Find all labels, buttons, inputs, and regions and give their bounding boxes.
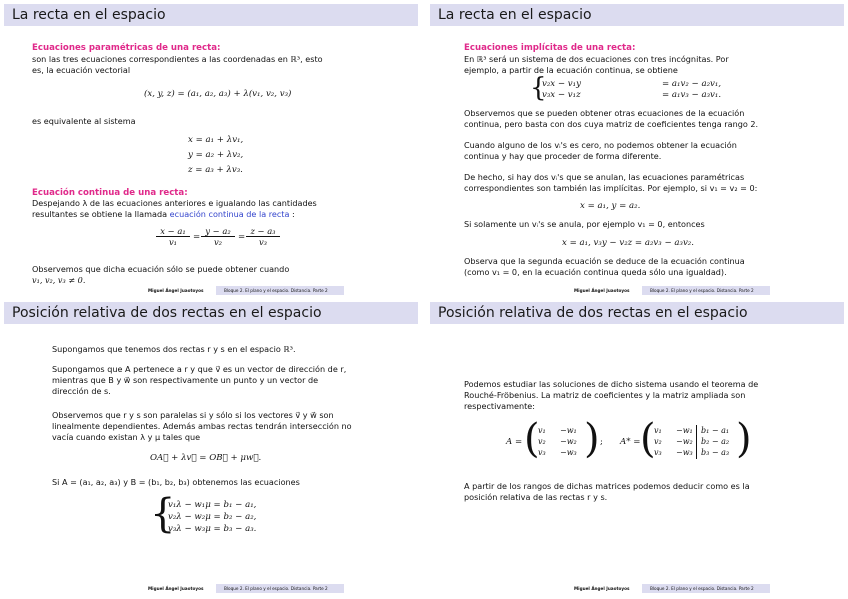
text: linealmente dependientes. Además ambas rectas tendrán intersección no [52, 421, 352, 431]
footer [430, 584, 844, 593]
text: Si solamente un vᵢ's se anula, por ejemplo v₁ = 0, entonces [464, 219, 705, 229]
text: Cuando alguno de los vᵢ's es cero, no podemos obtener la ecuación [464, 140, 737, 150]
system-line: v₂λ − w₂μ = b₂ − a₂, [168, 512, 257, 522]
system-line: = a₁v₂ − a₂v₁, [662, 79, 722, 89]
text: v₁, v₂, v₃ ≠ 0. [32, 275, 86, 285]
matrix-Astar-col2: −w₁ −w₂ −w₃ [676, 426, 693, 457]
equation: x = a₁, y = a₂. [580, 201, 641, 211]
vector-equation: (x, y, z) = (a₁, a₂, a₃) + λ(v₁, v₂, v₃) [144, 89, 292, 99]
fraction: $\frac{\text{y − a₂}}{\text{v₂}}$ [201, 226, 235, 247]
text: Podemos estudiar las soluciones de dicho sistema usando el teorema de [464, 379, 759, 389]
text: dirección de s. [52, 386, 111, 396]
text: Despejando λ de las ecuaciones anteriores e igualando las cantidades [32, 198, 317, 208]
text: Observemos que dicha ecuación sólo se puede obtener cuando [32, 264, 290, 274]
system-line: z = a₃ + λv₃. [188, 165, 243, 175]
footer-author: Miguel Ángel Juaotoyos [148, 288, 204, 293]
paren: ( [640, 416, 656, 462]
footer-author: Miguel Ángel Juaotoyos [148, 586, 204, 591]
system-line: v₁λ − w₁μ = b₁ − a₁, [168, 500, 257, 510]
paren: ) [584, 416, 600, 462]
matrix-A-col2: −w₁ −w₂ −w₃ [560, 426, 577, 457]
footer [4, 584, 418, 593]
slide-relative-position-2 [430, 302, 844, 593]
heading-parametric: Ecuaciones paramétricas de una recta: [32, 43, 221, 53]
equals: = [238, 232, 246, 242]
matrix-Astar-col1: v₁ v₂ v₃ [654, 426, 662, 457]
footer [4, 286, 418, 295]
text: De hecho, si hay dos vᵢ's que se anulan, las ecuaciones paramétricas [464, 172, 745, 182]
link-continuous-equation[interactable]: ecuación continua de la recta [169, 209, 290, 219]
brace: { [530, 73, 547, 103]
text: Supongamos que tenemos dos rectas r y s en el espacio ℝ³. [52, 344, 296, 354]
text: Rouché-Fröbenius. La matriz de coeficientes y la matriz ampliada son [464, 390, 746, 400]
text: Observemos que r y s son paralelas si y sólo si los vectores v⃗ y w⃗ son [52, 410, 334, 420]
augment-bar [696, 425, 697, 459]
footer-section: Bloque 2. El plano y el espacio. Distancia. Parte 2 [650, 586, 754, 591]
slide-title: La recta en el espacio [438, 7, 592, 23]
system-line: v₃λ − w₃μ = b₃ − a₃. [168, 524, 257, 534]
text: mientras que B y w⃗ son respectivamente un punto y un vector de [52, 375, 319, 385]
footer [430, 286, 844, 295]
heading-implicit: Ecuaciones implícitas de una recta: [464, 43, 636, 53]
text: ejemplo, a partir de la ecuación continua, se obtiene [464, 65, 678, 75]
slide-title-bar [430, 302, 844, 324]
separator: ; [600, 437, 603, 447]
footer-section: Bloque 2. El plano y el espacio. Distancia. Parte 2 [650, 288, 754, 293]
text: (como v₁ = 0, en la ecuación continua queda sólo una igualdad). [464, 267, 727, 277]
brace: { [150, 491, 176, 537]
text: posición relativa de las rectas r y s. [464, 492, 608, 502]
vector-equation: OA⃗ + λv⃗ = OB⃗ + μw⃗. [150, 453, 262, 463]
fraction: $\frac{\text{x − a₁}}{\text{v₁}}$ [156, 226, 190, 247]
text: vacía cuando existan λ y μ tales que [52, 432, 201, 442]
text: es equivalente al sistema [32, 116, 136, 126]
text: Si A = (a₁, a₂, a₃) y B = (b₁, b₂, b₃) obtenemos las ecuaciones [52, 477, 300, 487]
slide-title: Posición relativa de dos rectas en el espacio [12, 305, 322, 321]
slide-title-bar [4, 4, 418, 26]
system-line: v₃x − v₁z [542, 90, 581, 100]
text: Observemos que se pueden obtener otras ecuaciones de la ecuación [464, 108, 745, 118]
system-line: x = a₁ + λv₁, [188, 135, 244, 145]
slide-title: La recta en el espacio [12, 7, 166, 23]
text: continua, pero basta con dos cuya matriz de coeficientes tenga rango 2. [464, 119, 759, 129]
paren: ) [736, 416, 752, 462]
equation: x = a₁, v₃y − v₂z = a₂v₃ − a₃v₂. [562, 238, 694, 248]
text: En ℝ³ será un sistema de dos ecuaciones con tres incógnitas. Por [464, 54, 729, 64]
fraction: $\frac{\text{z − a₃}}{\text{v₃}}$ [246, 226, 280, 247]
matrix-Astar-label: A* = [620, 437, 641, 447]
paren: ( [524, 416, 540, 462]
text: resultantes se obtiene la llamada ecuación continua de la recta : [32, 209, 295, 219]
text: son las tres ecuaciones correspondientes a las coordenadas en ℝ³, esto [32, 54, 323, 64]
slide-implicit-equations [430, 4, 844, 295]
text: correspondientes son también las implícitas. Por ejemplo, si v₁ = v₂ = 0: [464, 183, 758, 193]
text: continua y hay que proceder de forma diferente. [464, 151, 662, 161]
text: es, la ecuación vectorial [32, 65, 131, 75]
slide-title: Posición relativa de dos rectas en el espacio [438, 305, 748, 321]
footer-author: Miguel Ángel Juaotoyos [574, 586, 630, 591]
slide-parametric-equations [4, 4, 418, 295]
system-line: = a₁v₃ − a₃v₁. [662, 90, 722, 100]
text: A partir de los rangos de dichas matrices podemos deducir como es la [464, 481, 750, 491]
matrix-A-label: A = [506, 437, 523, 447]
heading-continuous: Ecuación continua de una recta: [32, 188, 188, 198]
matrix-Astar-col3: b₁ − a₁ b₂ − a₂ b₃ − a₃ [701, 426, 730, 457]
footer-author: Miguel Ángel Juaotoyos [574, 288, 630, 293]
slide-title-bar [430, 4, 844, 26]
text: Observa que la segunda ecuación se deduce de la ecuación continua [464, 256, 745, 266]
system-line: y = a₂ + λv₂, [188, 150, 244, 160]
slide-title-bar [4, 302, 418, 324]
system-line: v₂x − v₁y [542, 79, 581, 89]
matrix-A-col1: v₁ v₂ v₃ [538, 426, 546, 457]
equals: = [193, 232, 201, 242]
footer-section: Bloque 2. El plano y el espacio. Distancia. Parte 2 [224, 288, 328, 293]
footer-section: Bloque 2. El plano y el espacio. Distancia. Parte 2 [224, 586, 328, 591]
text: respectivamente: [464, 401, 535, 411]
text: Supongamos que A pertenece a r y que v⃗ es un vector de dirección de r, [52, 364, 347, 374]
slide-relative-position-1 [4, 302, 418, 593]
